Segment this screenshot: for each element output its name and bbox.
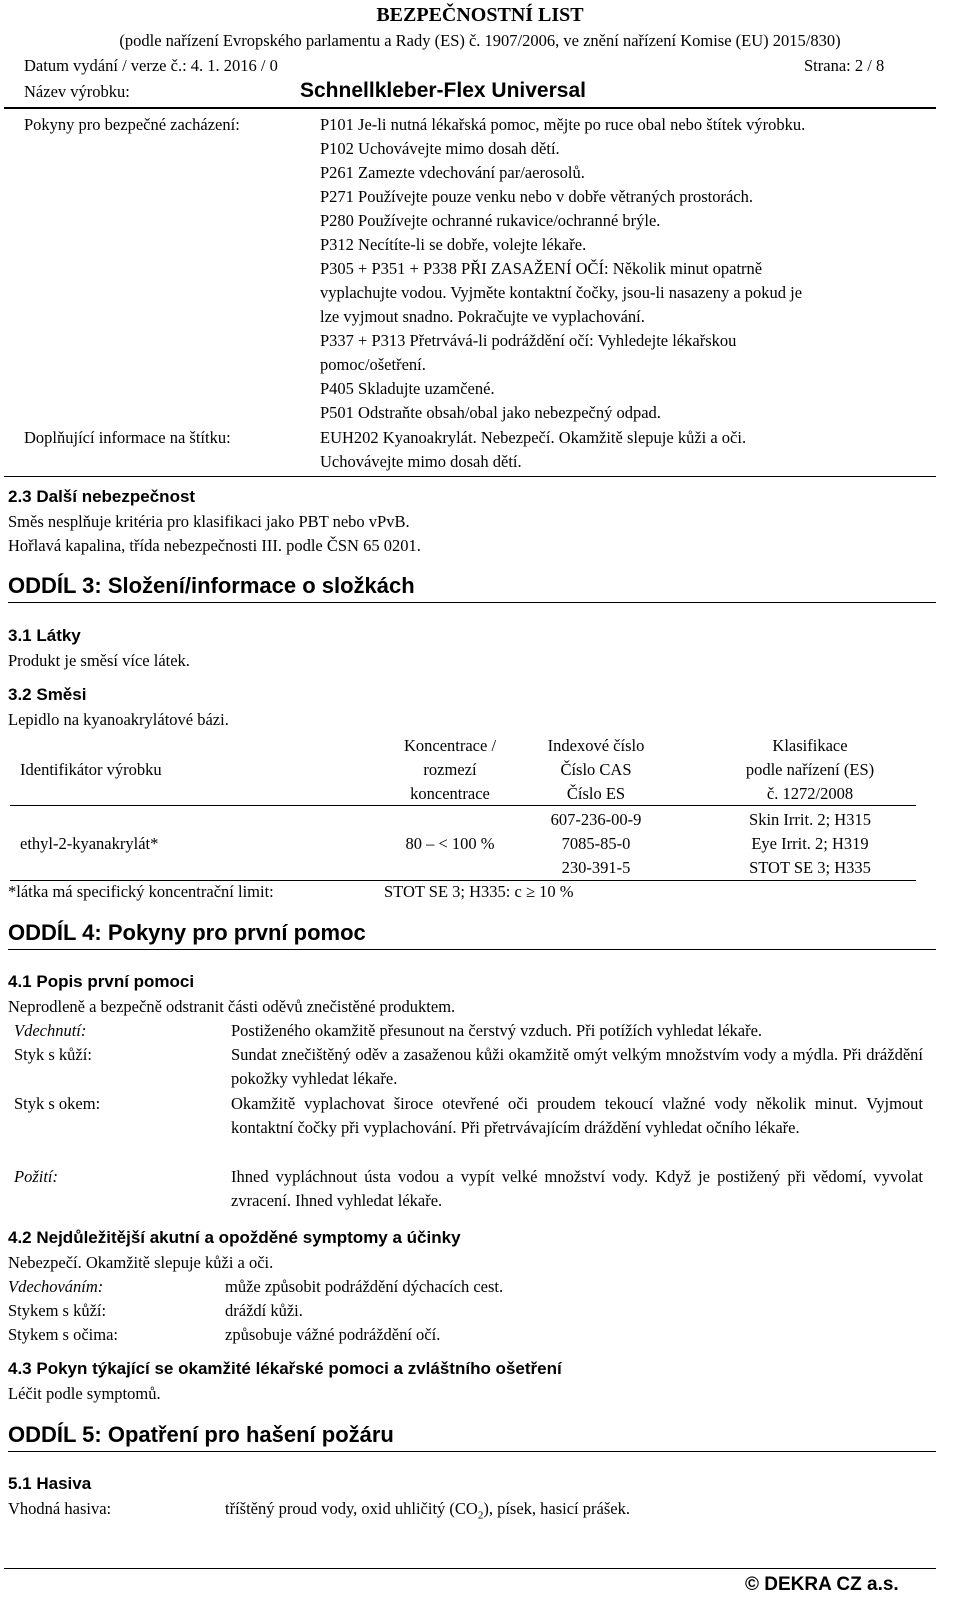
symptom-label-inhalation: Vdechováním: bbox=[8, 1277, 104, 1296]
symptom-text-eyes: způsobuje vážné podráždění očí. bbox=[225, 1325, 441, 1344]
precaution-line: lze vyjmout snadno. Pokračujte ve vyplachování. bbox=[320, 307, 645, 326]
header-divider bbox=[4, 107, 936, 109]
table-row-class: Skin Irrit. 2; H315 bbox=[749, 810, 871, 829]
table-row-class: Eye Irrit. 2; H319 bbox=[751, 834, 869, 853]
page-number: Strana: 2 / 8 bbox=[804, 56, 885, 75]
precaution-line: pomoc/ošetření. bbox=[320, 355, 426, 374]
table-footnote-value: STOT SE 3; H335: c ≥ 10 % bbox=[384, 882, 574, 901]
table-row-rule bbox=[10, 880, 916, 881]
first-aid-label-skin: Styk s kůží: bbox=[14, 1045, 92, 1064]
section-5-rule bbox=[8, 1451, 936, 1452]
section-4-3-text: Léčit podle symptomů. bbox=[8, 1384, 161, 1403]
table-row-id: 607-236-00-9 bbox=[550, 810, 642, 829]
precaution-line: P305 + P351 + P338 PŘI ZASAŽENÍ OČÍ: Několik minut opatrně bbox=[320, 259, 763, 278]
extinguishing-text-a: tříštěný proud vody, oxid uhličitý (CO bbox=[225, 1499, 478, 1518]
regulation-line: (podle nařízení Evropského parlamentu a Rady (ES) č. 1907/2006, ve znění nařízení Komise (EU) 2015/830) bbox=[119, 31, 841, 50]
section-3-heading: ODDÍL 3: Složení/informace o složkách bbox=[8, 573, 415, 598]
supplementary-label: Doplňující informace na štítku: bbox=[24, 428, 231, 447]
symptom-label-eyes: Stykem s očima: bbox=[8, 1325, 118, 1344]
section-5-1-heading: 5.1 Hasiva bbox=[8, 1474, 92, 1493]
table-header-identifier: Identifikátor výrobku bbox=[20, 760, 162, 779]
table-header-concentration bbox=[380, 734, 520, 806]
table-header-line: podle nařízení (ES) bbox=[745, 760, 875, 779]
product-name: Schnellkleber-Flex Universal bbox=[300, 79, 586, 102]
box-bottom-line bbox=[4, 476, 936, 477]
section-3-1-text: Produkt je směsí více látek. bbox=[8, 651, 190, 670]
section-3-rule bbox=[8, 602, 936, 603]
table-header-line: č. 1272/2008 bbox=[766, 784, 854, 803]
first-aid-label-ingestion: Požití: bbox=[14, 1167, 58, 1186]
table-footnote-label: *látka má specifický koncentrační limit: bbox=[8, 882, 274, 901]
table-row-ids bbox=[526, 808, 666, 880]
precaution-line: P405 Skladujte uzamčené. bbox=[320, 379, 495, 398]
section-2-3-line: Směs nesplňuje kritéria pro klasifikaci jako PBT nebo vPvB. bbox=[8, 512, 410, 531]
supplementary-list bbox=[320, 426, 746, 474]
product-label: Název výrobku: bbox=[24, 82, 130, 101]
table-header-line: koncentrace bbox=[410, 784, 490, 803]
precautions-list bbox=[320, 113, 805, 425]
table-row-class: STOT SE 3; H335 bbox=[749, 858, 871, 877]
precaution-line: P261 Zamezte vdechování par/aerosolů. bbox=[320, 163, 585, 182]
section-5-heading: ODDÍL 5: Opatření pro hašení požáru bbox=[8, 1422, 394, 1447]
precautions-label: Pokyny pro bezpečné zacházení: bbox=[24, 115, 240, 134]
table-header-line: Indexové číslo bbox=[547, 736, 645, 755]
section-4-heading: ODDÍL 4: Pokyny pro první pomoc bbox=[8, 920, 366, 945]
first-aid-text-eye: Okamžitě vyplachovat široce otevřené oči proudem tekoucí vlažné vody několik minut. Vyjmout kontaktní čočky při vyplachování. Při přetrvávajícím dráždění vyhledat očního lékaře. bbox=[231, 1094, 923, 1137]
table-row-concentration: 80 – < 100 % bbox=[405, 834, 495, 853]
table-header-rule bbox=[10, 805, 916, 806]
section-4-2-heading: 4.2 Nejdůležitější akutní a opožděné symptomy a účinky bbox=[8, 1228, 461, 1247]
section-4-2-intro: Nebezpečí. Okamžitě slepuje kůži a oči. bbox=[8, 1253, 274, 1272]
symptom-text-inhalation: může způsobit podráždění dýchacích cest. bbox=[225, 1277, 504, 1296]
table-header-ids bbox=[526, 734, 666, 806]
table-row-id: 7085-85-0 bbox=[561, 834, 631, 853]
table-header-classification bbox=[720, 734, 900, 806]
table-row-name: ethyl-2-kyanakrylát* bbox=[20, 834, 159, 853]
first-aid-label-eye: Styk s okem: bbox=[14, 1094, 101, 1113]
table-header-line: Číslo ES bbox=[566, 784, 626, 803]
section-2-3-line: Hořlavá kapalina, třída nebezpečnosti III. podle ČSN 65 0201. bbox=[8, 536, 421, 555]
extinguishing-label: Vhodná hasiva: bbox=[8, 1499, 112, 1518]
first-aid-label-inhalation: Vdechnutí: bbox=[14, 1021, 87, 1040]
section-4-1-heading: 4.1 Popis první pomoci bbox=[8, 972, 195, 991]
footer-rule bbox=[4, 1568, 936, 1569]
first-aid-text-ingestion: Ihned vypláchnout ústa vodou a vypít velké množství vody. Když je postižený při vědomí, vyvolat zvracení. Ihned vyhledat lékaře. bbox=[231, 1167, 923, 1210]
section-4-3-heading: 4.3 Pokyn týkající se okamžité lékařské pomoci a zvláštního ošetření bbox=[8, 1359, 562, 1378]
table-header-line: Číslo CAS bbox=[560, 760, 632, 779]
section-2-3-heading: 2.3 Další nebezpečnost bbox=[8, 487, 196, 506]
precaution-line: P101 Je-li nutná lékařská pomoc, mějte po ruce obal nebo štítek výrobku. bbox=[320, 115, 806, 134]
section-4-rule bbox=[8, 949, 936, 950]
precaution-line: P501 Odstraňte obsah/obal jako nebezpečný odpad. bbox=[320, 403, 661, 422]
precaution-line: P280 Používejte ochranné rukavice/ochranné brýle. bbox=[320, 211, 661, 230]
table-header-line: rozmezí bbox=[423, 760, 477, 779]
section-3-2-text: Lepidlo na kyanoakrylátové bázi. bbox=[8, 710, 229, 729]
precaution-line: P312 Necítíte-li se dobře, volejte lékaře. bbox=[320, 235, 587, 254]
table-row-id: 230-391-5 bbox=[561, 858, 631, 877]
section-3-1-heading: 3.1 Látky bbox=[8, 626, 81, 645]
section-4-1-intro: Neprodleně a bezpečně odstranit části oděvů znečistěné produktem. bbox=[8, 997, 456, 1016]
extinguishing-subscript: 2 bbox=[477, 1509, 484, 1522]
extinguishing-text bbox=[225, 1499, 630, 1521]
first-aid-text-inhalation: Postiženého okamžitě přesunout na čerstvý vzduch. Při potížích vyhledat lékaře. bbox=[231, 1021, 763, 1040]
table-header-line: Koncentrace / bbox=[403, 736, 497, 755]
extinguishing-text-b: ), písek, hasicí prášek. bbox=[483, 1499, 630, 1518]
issue-date: Datum vydání / verze č.: 4. 1. 2016 / 0 bbox=[24, 56, 278, 75]
first-aid-text-skin: Sundat znečištěný oděv a zasaženou kůži okamžitě omýt velkým množstvím vody a mýdla. Při dráždění pokožky vyhledat lékaře. bbox=[231, 1045, 923, 1088]
precaution-line: P271 Používejte pouze venku nebo v dobře větraných prostorách. bbox=[320, 187, 754, 206]
symptom-label-skin: Stykem s kůží: bbox=[8, 1301, 107, 1320]
supplementary-line: EUH202 Kyanoakrylát. Nebezpečí. Okamžitě slepuje kůži a oči. bbox=[320, 428, 747, 447]
table-header-line: Klasifikace bbox=[772, 736, 848, 755]
precaution-line: P337 + P313 Přetrvává-li podráždění očí: Vyhledejte lékařskou bbox=[320, 331, 737, 350]
section-3-2-heading: 3.2 Směsi bbox=[8, 685, 87, 704]
footer-brand: © DEKRA CZ a.s. bbox=[745, 1574, 899, 1595]
table-row-classification bbox=[720, 808, 900, 880]
precaution-line: vyplachujte vodou. Vyjměte kontaktní čočky, jsou-li nasazeny a pokud je bbox=[320, 283, 803, 302]
symptom-text-skin: dráždí kůži. bbox=[225, 1301, 303, 1320]
precaution-line: P102 Uchovávejte mimo dosah dětí. bbox=[320, 139, 560, 158]
supplementary-line: Uchovávejte mimo dosah dětí. bbox=[320, 452, 522, 471]
document-title: BEZPEČNOSTNÍ LIST bbox=[376, 4, 584, 26]
